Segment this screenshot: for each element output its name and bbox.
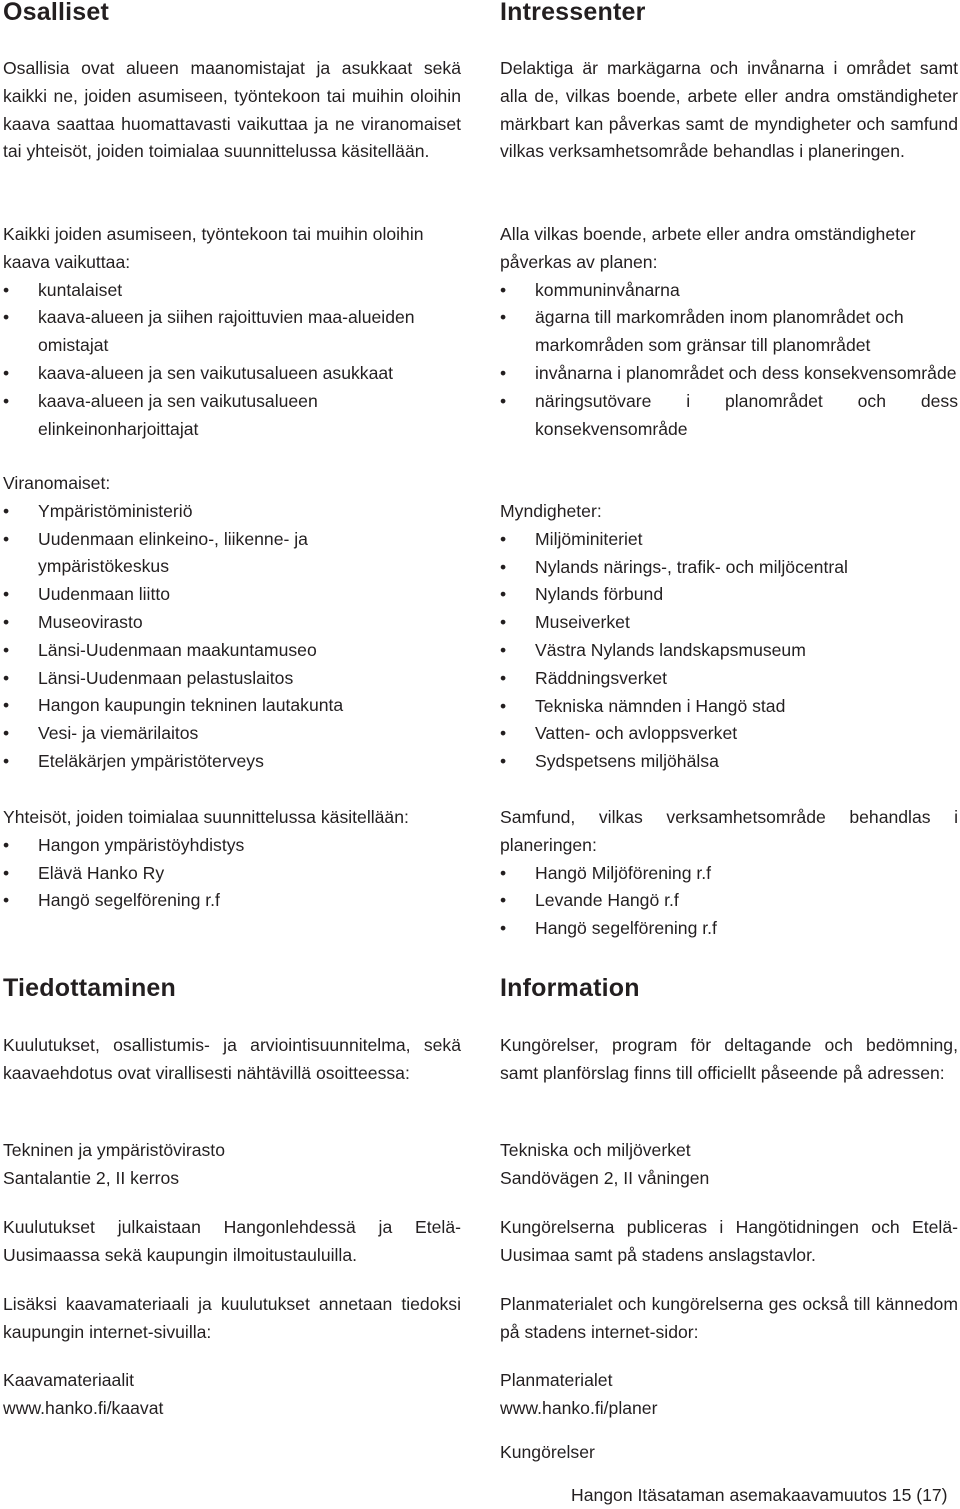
list-item: • Nylands närings-, trafik- och miljöcentral [500,554,958,582]
heading-tiedottaminen: Tiedottaminen [3,974,176,1002]
notice-block [500,1032,958,1088]
list-item: • kaava-alueen ja siihen rajoittuvien maa-alueiden omistajat [3,304,433,360]
list-item: • Sydspetsens miljöhälsa [500,748,958,776]
list-item: • Levande Hangö r.f [500,887,958,915]
list-item: • Vesi- ja viemärilaitos [3,720,423,748]
office-address: Sandövägen 2, II våningen [500,1167,710,1188]
page-number: 15 (17) [891,1485,948,1505]
affected-title: Kaikki joiden asumiseen, työntekoon tai muihin oloihin kaava vaikuttaa: [3,224,424,272]
publish-block [3,1214,461,1270]
intressenter-intro [500,55,958,166]
authorities-section [500,498,958,776]
list-item: • ägarna till markområden inom planområdet och markområden som gränsar till planområdet [500,304,958,360]
office-address: Santalantie 2, II kerros [3,1167,180,1188]
material-label: Planmaterialet [500,1370,613,1390]
list-item: • Museovirasto [3,609,423,637]
online-block [500,1291,958,1347]
affected-title: Alla vilkas boende, arbete eller andra omständigheter påverkas av planen: [500,224,916,272]
list-item: • Västra Nylands landskapsmuseum [500,637,958,665]
list-item: • Vatten- och avloppsverket [500,720,958,748]
list-item: • invånarna i planområdet och dess konsekvensområde [500,360,958,388]
heading-information: Information [500,974,640,1002]
office-block [3,1137,461,1193]
communities-title: Yhteisöt, joiden toimialaa suunnittelussa käsitellään: [3,807,409,827]
list-item: • Tekniska nämnden i Hangö stad [500,693,958,721]
online-block [3,1291,461,1347]
osalliset-intro [3,55,461,166]
material-block [3,1367,461,1423]
list-item: • Hangö segelförening r.f [500,915,958,943]
list-item: • Uudenmaan elinkeino-, liikenne- ja ympäristökeskus [3,526,423,582]
authorities-title: Viranomaiset: [3,473,111,493]
list-item: • näringsutövare i planområdet och dess konsekvensområde [500,388,958,444]
list-item: • kaava-alueen ja sen vaikutusalueen elinkeinonharjoittajat [3,388,433,444]
notice-block [3,1032,461,1088]
material-url: www.hanko.fi/kaavat [3,1397,164,1418]
publish-text: Kuulutukset julkaistaan Hangonlehdessä ja Etelä-Uusimaassa sekä kaupungin ilmoitustauluilla. [3,1217,461,1265]
publish-block [500,1214,958,1270]
list-item: • Hangö segelförening r.f [3,887,433,915]
list-item: • kuntalaiset [3,277,433,305]
list-item: • kaava-alueen ja sen vaikutusalueen asukkaat [3,360,433,388]
intro-text: Delaktiga är markägarna och invånarna i området samt alla de, vilkas boende, arbete eller andra omständigheter märkbart kan påverkas samt de myndigheter och samfund vilkas verksamhetsområde behandlas i planeringen. [500,58,958,162]
communities-section [3,804,433,915]
communities-section [500,804,958,943]
intro-text: Osallisia ovat alueen maanomistajat ja asukkaat sekä kaikki ne, joiden asumiseen, työntekoon tai muihin oloihin kaava saattaa huomattavasti vaikuttaa ja ne viranomaiset tai yhteisöt, joiden toimialaa suunnittelussa käsitellään. [3,58,461,162]
list-item: • Miljöminiteriet [500,526,958,554]
affected-list [3,277,433,444]
footer-title: Hangon Itäsataman asemakaavamuutos [571,1485,887,1505]
authorities-section [3,470,423,776]
list-item: • Länsi-Uudenmaan maakuntamuseo [3,637,423,665]
announcements-block [500,1439,958,1467]
list-item: • Museiverket [500,609,958,637]
communities-list [500,860,958,943]
heading-osalliset: Osalliset [3,0,110,26]
page-footer [571,1483,948,1507]
office-name: Tekninen ja ympäristövirasto [3,1140,225,1160]
list-item: • Nylands förbund [500,581,958,609]
affected-list [500,277,958,444]
online-text: Planmaterialet och kungörelserna ges också till kännedom på stadens internet-sidor: [500,1294,958,1342]
heading-intressenter: Intressenter [500,0,646,26]
authorities-title: Myndigheter: [500,501,602,521]
list-item: • Eteläkärjen ympäristöterveys [3,748,423,776]
list-item: • Länsi-Uudenmaan pelastuslaitos [3,665,423,693]
material-label: Kaavamateriaalit [3,1370,135,1390]
announcements-label: Kungörelser [500,1442,595,1462]
office-name: Tekniska och miljöverket [500,1140,691,1160]
publish-text: Kungörelserna publiceras i Hangötidningen och Etelä-Uusimaa samt på stadens anslagstavlor. [500,1217,958,1265]
notice-text: Kuulutukset, osallistumis- ja arviointisuunnitelma, sekä kaavaehdotus ovat virallisesti nähtävillä osoitteessa: [3,1035,461,1083]
authorities-list [3,498,423,776]
material-block [500,1367,958,1423]
notice-text: Kungörelser, program för deltagande och bedömning, samt planförslag finns till officiellt påseende på adressen: [500,1035,958,1083]
list-item: • Ympäristöministeriö [3,498,423,526]
material-url: www.hanko.fi/planer [500,1397,658,1418]
list-item: • Räddningsverket [500,665,958,693]
list-item: • Uudenmaan liitto [3,581,423,609]
online-text: Lisäksi kaavamateriaali ja kuulutukset annetaan tiedoksi kaupungin internet-sivuilla: [3,1294,461,1342]
office-block [500,1137,958,1193]
affected-section [500,221,958,443]
list-item: • Elävä Hanko Ry [3,860,433,888]
list-item: • Hangon kaupungin tekninen lautakunta [3,692,423,720]
authorities-list [500,526,958,776]
list-item: • Hangon ympäristöyhdistys [3,832,433,860]
affected-section [3,221,433,443]
communities-title: Samfund, vilkas verksamhetsområde behandlas i planeringen: [500,807,958,855]
list-item: • kommuninvånarna [500,277,958,305]
communities-list [3,832,433,915]
list-item: • Hangö Miljöförening r.f [500,860,958,888]
